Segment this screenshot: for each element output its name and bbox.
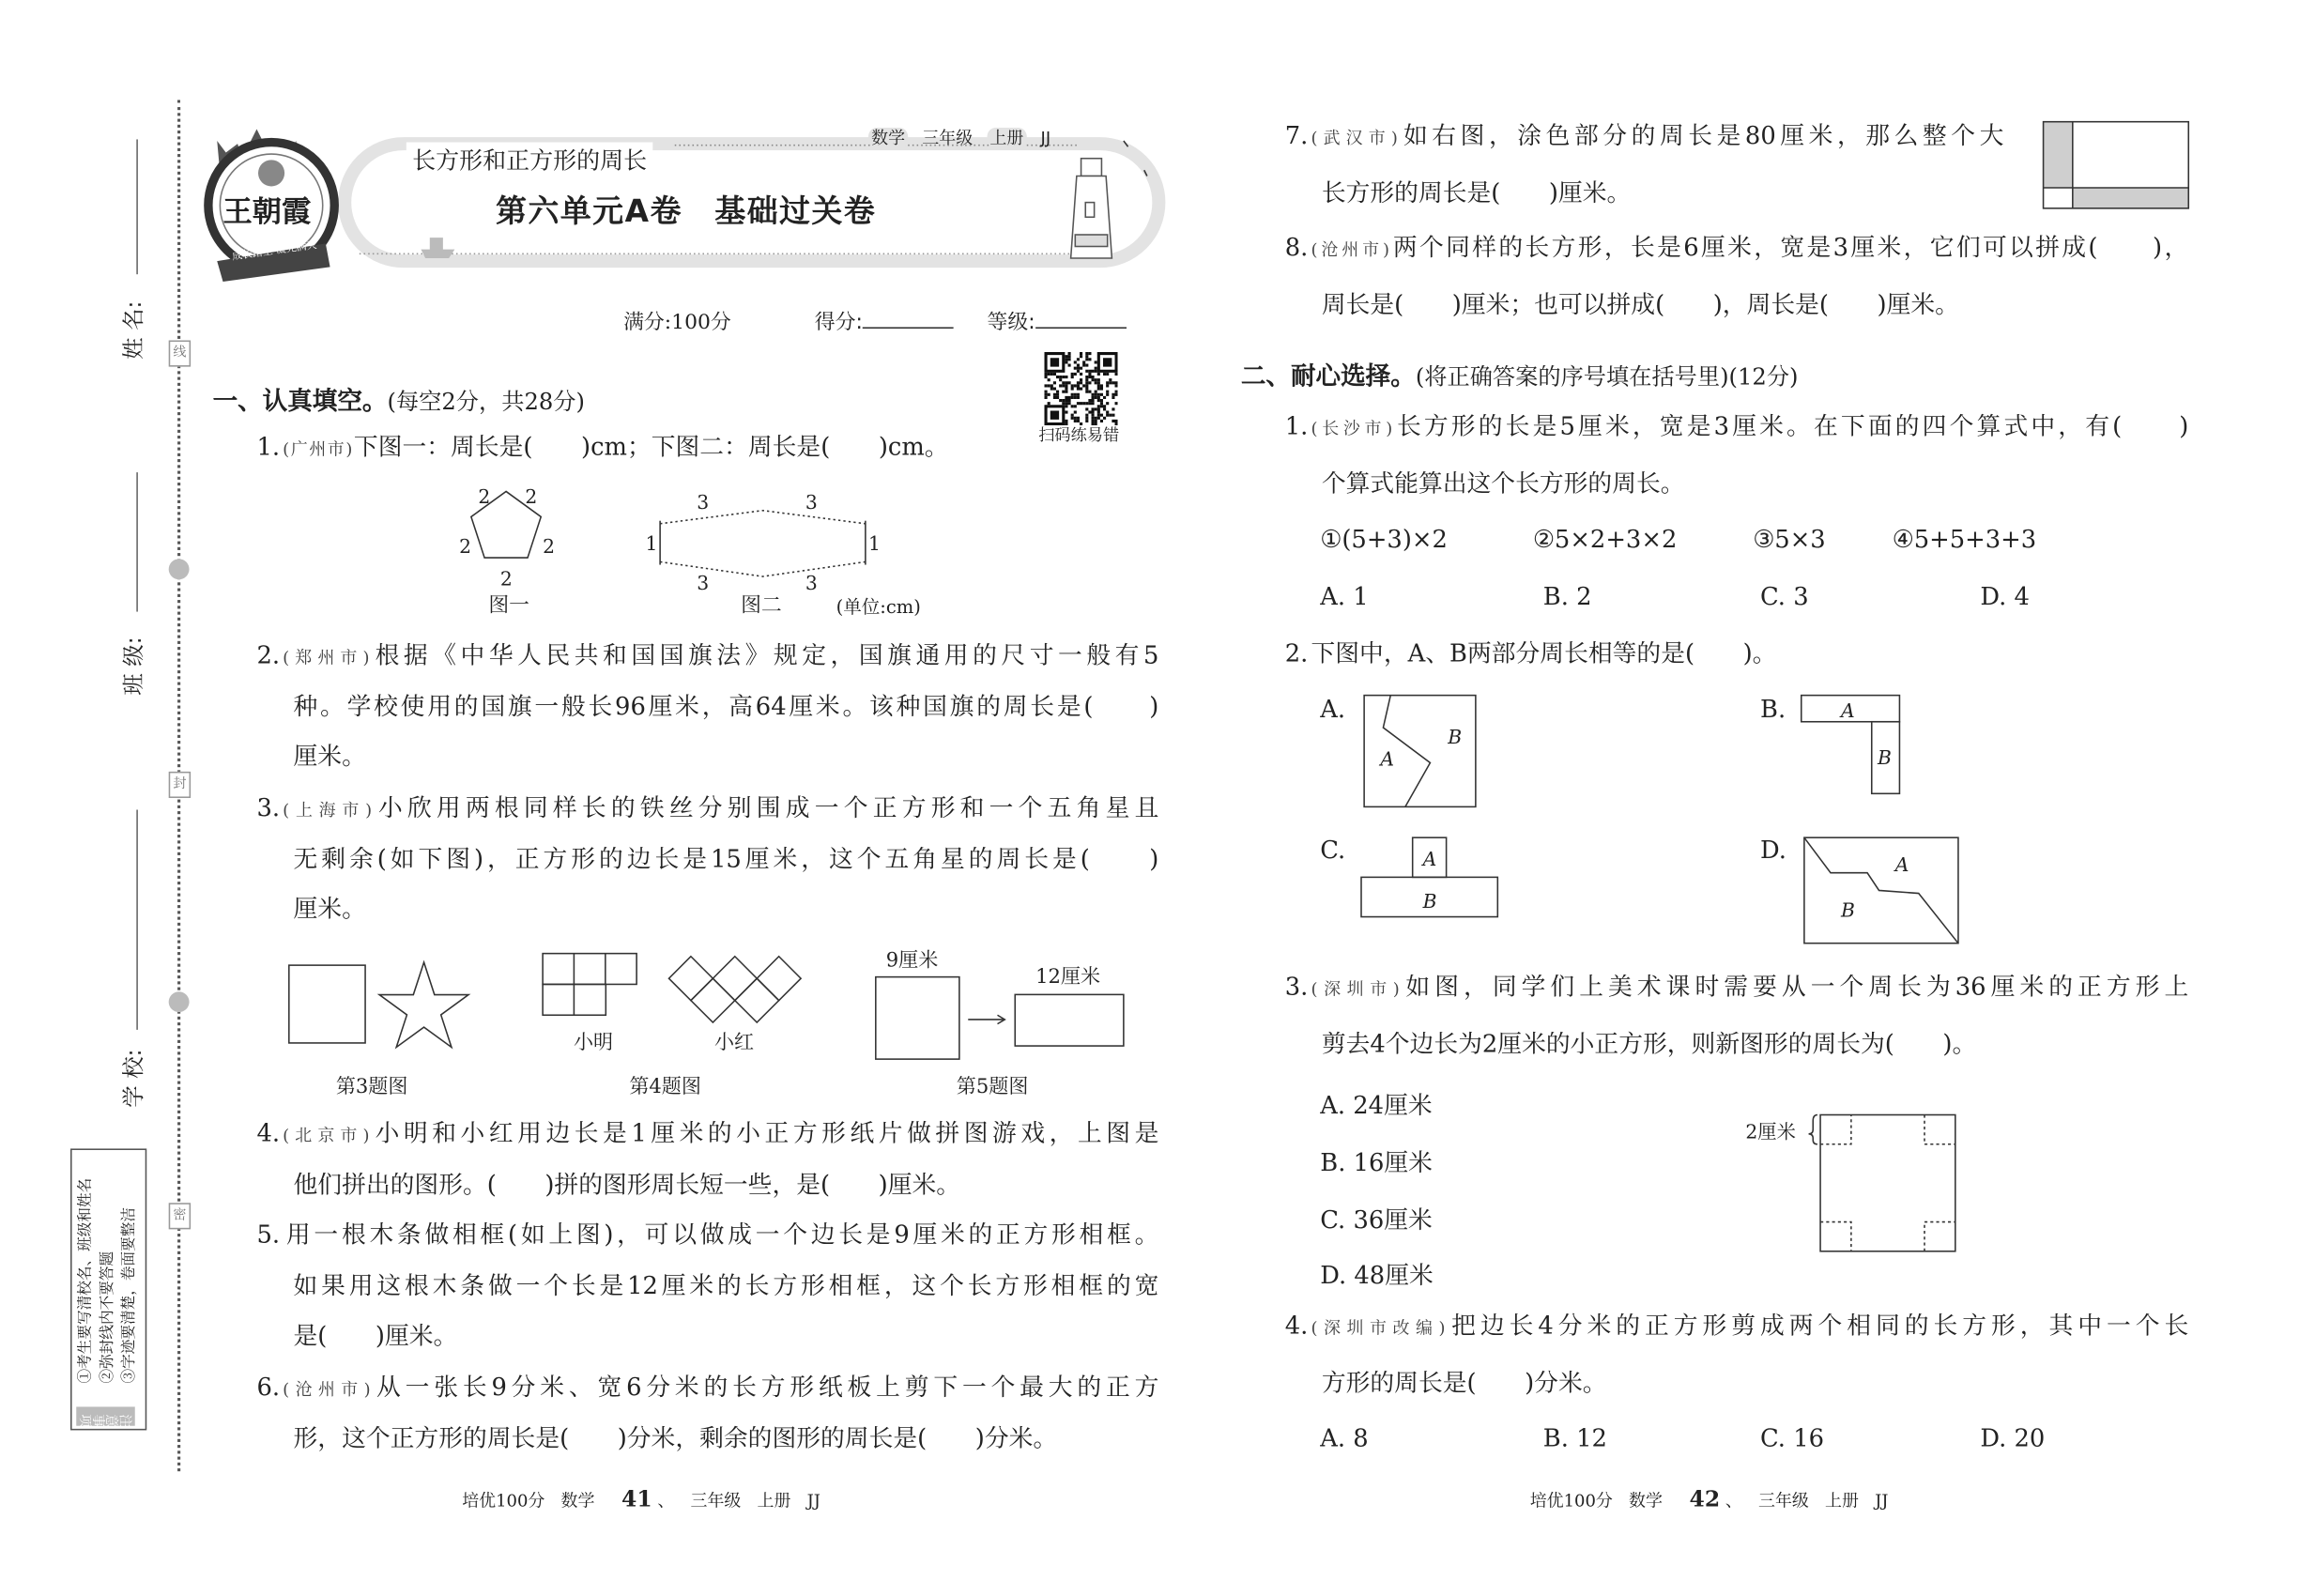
notice-title: 注意事项 bbox=[76, 1406, 135, 1425]
question-number: 8. bbox=[1284, 233, 1309, 262]
fig2-side-label: 1 bbox=[868, 531, 881, 555]
question-text: 长方形的长是5厘米，宽是3厘米。在下面的四个算式中，有( ) bbox=[1393, 412, 2189, 440]
logo-slogan: 成长路上 凝光满天 bbox=[231, 238, 318, 263]
option-a[interactable]: A. 8 bbox=[1320, 1424, 1369, 1452]
name-label: 姓 名: bbox=[120, 300, 147, 360]
question-text: 小欣用两根同样长的铁丝分别围成一个正方形和一个五角星且 bbox=[373, 793, 1159, 821]
footer-edition: JJ bbox=[1875, 1490, 1889, 1512]
question-text: 形，这个正方形的周长是( )分米，剩余的图形的周长是( )分米。 bbox=[293, 1423, 1058, 1452]
footer-sep: 、 bbox=[657, 1490, 675, 1512]
seal-mark-line: 线 bbox=[169, 341, 191, 367]
option-c[interactable]: C. 3 bbox=[1760, 582, 1809, 610]
fig2-side-label: 3 bbox=[805, 491, 818, 514]
q3-caption: 第3题图 bbox=[335, 1074, 408, 1098]
question-text: 把边长4分米的正方形剪成两个相同的长方形，其中一个长 bbox=[1447, 1311, 2189, 1340]
question-text: 根据《中华人民共和国国旗法》规定，国旗通用的尺寸一般有5 bbox=[371, 640, 1159, 669]
footer-book: 培优100分 bbox=[1529, 1490, 1613, 1512]
q5-square bbox=[876, 977, 959, 1060]
question-text: 厘米。 bbox=[293, 895, 366, 924]
option-a[interactable]: A. bbox=[1320, 695, 1346, 724]
part-label-b: B bbox=[1448, 726, 1463, 749]
fig1-side-label: 2 bbox=[478, 484, 491, 508]
question-text: 周长是( )厘米；也可以拼成( )，周长是( )厘米。 bbox=[1321, 289, 1959, 318]
expression-4: ④5+5+3+3 bbox=[1892, 525, 2037, 554]
section-title: 二、耐心选择。 bbox=[1240, 361, 1416, 392]
option-b[interactable]: B. 2 bbox=[1542, 582, 1592, 610]
fig1-side-label: 2 bbox=[499, 567, 513, 591]
fig2-hexagon bbox=[660, 511, 866, 576]
part-label-a: A bbox=[1840, 699, 1855, 723]
region-tag: (长沙市) bbox=[1311, 418, 1394, 439]
question-number: 1. bbox=[1284, 412, 1309, 440]
footer-subject: 数学 bbox=[1629, 1490, 1663, 1512]
region-tag: (广州市) bbox=[283, 438, 354, 460]
question-text: 方形的周长是( )分米。 bbox=[1321, 1368, 1607, 1396]
seal-mark-seal: 封 bbox=[169, 772, 191, 798]
unit-topic: 长方形和正方形的周长 bbox=[406, 143, 653, 176]
q5-rectangle bbox=[1015, 994, 1124, 1046]
question-text: 长方形的周长是( )厘米。 bbox=[1321, 177, 1632, 207]
q2-figure-d bbox=[1804, 837, 1958, 944]
question-text: 剪去4个边长为2厘米的小正方形，则新图形的周长为( )。 bbox=[1321, 1029, 1977, 1057]
question-text: 他们拼出的图形。( )拼的图形周长短一些，是( )厘米。 bbox=[293, 1170, 961, 1199]
q3-star bbox=[379, 962, 468, 1047]
question-text: 两个同样的长方形，长是6厘米，宽是3厘米，它们可以拼成( )， bbox=[1390, 233, 2189, 262]
q4-caption: 第4题图 bbox=[629, 1074, 701, 1098]
section-note: (将正确答案的序号填在括号里)(12分) bbox=[1415, 363, 1799, 391]
question-text: 如果用这根木条做一个长是12厘米的长方形相框，这个长方形相框的宽 bbox=[293, 1271, 1159, 1299]
fig1-side-label: 2 bbox=[543, 535, 556, 559]
question-text: 下图一：周长是( )cm；下图二：周长是( )cm。 bbox=[353, 432, 949, 461]
q3-fig-label: 2厘米 bbox=[1745, 1120, 1796, 1143]
option-c[interactable]: C. 16 bbox=[1760, 1424, 1825, 1452]
footer-subject: 数学 bbox=[560, 1490, 595, 1512]
logo-name: 王朝霞 bbox=[222, 193, 312, 229]
question-text: 下图中，A、B两部分周长相等的是( )。 bbox=[1311, 639, 1777, 668]
q3-cut-square bbox=[1809, 1115, 1955, 1251]
expression-3: ③5×3 bbox=[1753, 525, 1826, 554]
question-number: 3. bbox=[256, 793, 281, 821]
option-a[interactable]: A. 24厘米 bbox=[1320, 1091, 1433, 1120]
option-a[interactable]: A. 1 bbox=[1320, 582, 1369, 610]
q5-caption: 第5题图 bbox=[956, 1074, 1029, 1098]
footer-edition: JJ bbox=[806, 1490, 821, 1512]
q3-square bbox=[289, 965, 365, 1043]
question-number: 5. bbox=[256, 1220, 281, 1249]
footer-grade: 三年级 bbox=[1757, 1490, 1809, 1512]
part-label-a: A bbox=[1380, 747, 1394, 771]
question-text: 厘米。 bbox=[293, 743, 366, 771]
expression-1: ①(5+3)×2 bbox=[1320, 525, 1448, 554]
footer-left bbox=[462, 1486, 820, 1512]
region-tag: (沧州市) bbox=[283, 1378, 373, 1400]
meta-edition: JJ bbox=[1040, 127, 1051, 148]
region-tag: (上海市) bbox=[283, 799, 374, 821]
option-b[interactable]: B. 16厘米 bbox=[1320, 1148, 1433, 1177]
q4-xiaoming-label: 小明 bbox=[573, 1030, 614, 1054]
fig1-side-label: 2 bbox=[459, 535, 471, 559]
meta-subject: 数学 bbox=[868, 128, 908, 148]
grade-label: 等级: bbox=[987, 311, 1035, 335]
question-text: 从一张长9分米、宽6分米的长方形纸板上剪下一个最大的正方 bbox=[372, 1373, 1159, 1402]
fig2-side-label: 3 bbox=[697, 572, 710, 595]
class-label: 班 级: bbox=[120, 637, 147, 696]
option-d[interactable]: D. 4 bbox=[1980, 582, 2030, 610]
footer-right bbox=[1530, 1486, 1889, 1512]
page-number: 41 bbox=[621, 1485, 652, 1512]
region-tag: (沧州市) bbox=[1311, 238, 1391, 260]
option-c[interactable]: C. 36厘米 bbox=[1320, 1205, 1433, 1235]
footer-grade: 三年级 bbox=[690, 1490, 742, 1512]
footer-volume: 上册 bbox=[1825, 1490, 1859, 1512]
question-text: 小明和小红用边长是1厘米的小正方形纸片做拼图游戏，上图是 bbox=[371, 1119, 1159, 1147]
option-d[interactable]: D. 48厘米 bbox=[1320, 1261, 1434, 1290]
expression-2: ②5×2+3×2 bbox=[1532, 525, 1678, 554]
score-label: 得分: bbox=[814, 311, 863, 335]
fig2-unit: (单位:cm) bbox=[836, 596, 921, 619]
seal-mark-secret: 密 bbox=[169, 1203, 191, 1229]
notice-item: ③字迹要清楚，卷面要整洁 bbox=[121, 1206, 138, 1384]
region-tag: (武汉市) bbox=[1311, 127, 1400, 148]
question-text: 种。学校使用的国旗一般长96厘米，高64厘米。该种国旗的周长是( ) bbox=[293, 692, 1159, 720]
page-number: 42 bbox=[1689, 1485, 1721, 1512]
region-tag: (深圳市改编) bbox=[1311, 1317, 1448, 1338]
part-label-b: B bbox=[1840, 898, 1855, 922]
part-label-a: A bbox=[1422, 847, 1437, 870]
question-text: 如右图，涂色部分的周长是80厘米，那么整个大 bbox=[1399, 121, 2004, 150]
fig2-side-label: 1 bbox=[645, 531, 658, 555]
region-tag: (郑州市) bbox=[283, 647, 372, 668]
question-number: 6. bbox=[256, 1373, 281, 1402]
question-number: 7. bbox=[1284, 121, 1309, 150]
q5-square-label: 9厘米 bbox=[885, 947, 939, 972]
meta-volume: 上册 bbox=[987, 128, 1026, 148]
section-title: 一、认真填空。 bbox=[212, 387, 388, 417]
page-title: 第六单元A卷 基础过关卷 bbox=[496, 193, 877, 229]
q4-xiaohong-diamonds bbox=[669, 957, 802, 1022]
part-label-b: B bbox=[1878, 746, 1892, 770]
question-number: 3. bbox=[1284, 972, 1309, 1001]
region-tag: (深圳市) bbox=[1311, 978, 1402, 1000]
question-number: 4. bbox=[256, 1119, 281, 1147]
fig1-side-label: 2 bbox=[525, 484, 538, 508]
question-text: 是( )厘米。 bbox=[293, 1322, 458, 1351]
question-text: 如图，同学们上美术课时需要从一个周长为36厘米的正方形上 bbox=[1401, 972, 2189, 1001]
q4-xiaohong-label: 小红 bbox=[713, 1030, 755, 1054]
option-b[interactable]: B. bbox=[1760, 695, 1786, 724]
q4-xiaoming-grid bbox=[543, 954, 636, 1016]
q7-figure bbox=[2044, 122, 2189, 208]
part-label-b: B bbox=[1422, 890, 1437, 913]
school-label: 学 校: bbox=[120, 1049, 147, 1108]
question-text: 用一根木条做相框(如上图)，可以做成一个边长是9厘米的正方形相框。 bbox=[283, 1220, 1159, 1249]
qr-caption: 扫码练易错 bbox=[1038, 425, 1120, 445]
fig2-side-label: 3 bbox=[805, 572, 818, 595]
question-number: 1. bbox=[256, 432, 281, 461]
option-b[interactable]: B. 12 bbox=[1542, 1424, 1607, 1452]
question-number: 4. bbox=[1284, 1311, 1309, 1340]
fig2-caption: 图二 bbox=[741, 593, 782, 618]
footer-book: 培优100分 bbox=[462, 1490, 545, 1512]
section-note: (每空2分，共28分) bbox=[387, 389, 585, 416]
option-d[interactable]: D. bbox=[1760, 836, 1786, 865]
region-tag: (北京市) bbox=[283, 1125, 372, 1146]
option-d[interactable]: D. 20 bbox=[1980, 1424, 2046, 1452]
notice-item: ①考生要写清校名、班级和姓名 bbox=[77, 1177, 94, 1384]
footer-volume: 上册 bbox=[757, 1490, 791, 1512]
q5-rect-label: 12厘米 bbox=[1035, 963, 1101, 988]
part-label-a: A bbox=[1894, 853, 1909, 877]
question-text: 无剩余(如下图)，正方形的边长是15厘米，这个五角星的周长是( ) bbox=[293, 844, 1159, 873]
question-number: 2. bbox=[1284, 639, 1309, 668]
question-text: 个算式能算出这个长方形的周长。 bbox=[1321, 468, 1685, 497]
full-score: 满分:100分 bbox=[623, 311, 731, 335]
meta-grade: 三年级 bbox=[922, 127, 974, 148]
footer-sep: 、 bbox=[1725, 1490, 1742, 1512]
fig1-caption: 图一 bbox=[488, 593, 530, 618]
fig2-side-label: 3 bbox=[697, 491, 710, 514]
option-c[interactable]: C. bbox=[1320, 836, 1346, 865]
question-number: 2. bbox=[256, 640, 281, 669]
notice-item: ②弥封线内不要答题 bbox=[100, 1251, 116, 1384]
